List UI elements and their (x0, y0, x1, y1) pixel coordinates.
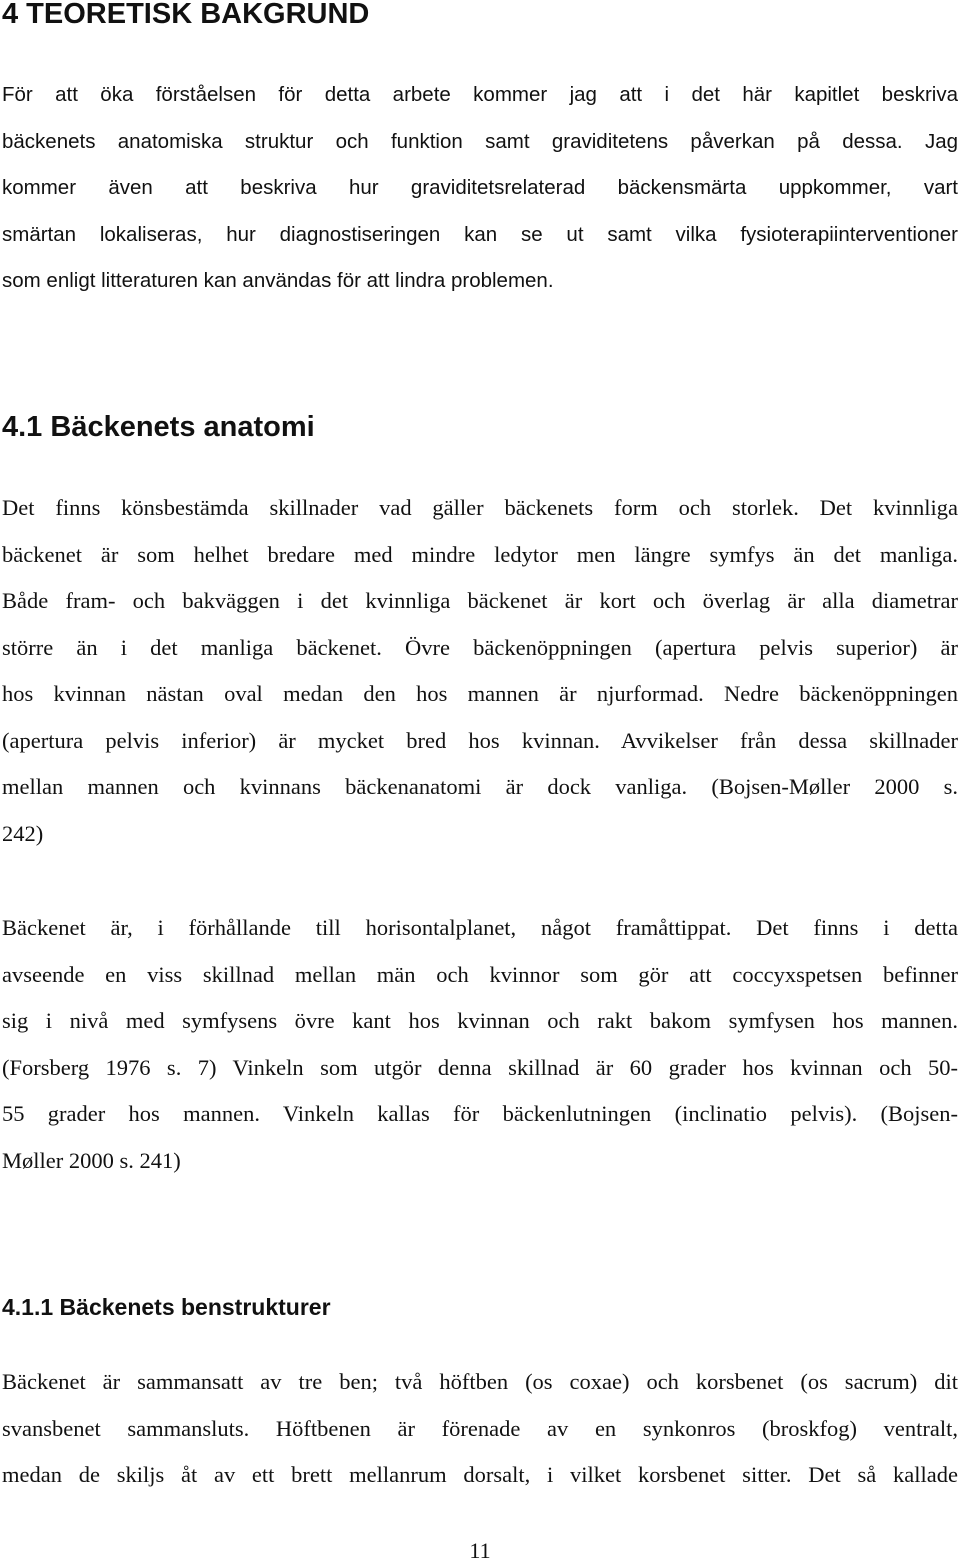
text-line: Bäckenet är, i förhållande till horisontalplanet, något framåttippat. Det finns i detta (2, 915, 958, 940)
text-line: som enligt litteraturen kan användas för att lindra problemen. (2, 269, 554, 292)
text-line: (apertura pelvis inferior) är mycket bred hos kvinnan. Avvikelser från dessa skillnader (2, 727, 958, 753)
intro-paragraph (2, 72, 958, 305)
text-line: Det finns könsbestämda skillnader vad gäller bäckenets form och storlek. Det kvinnliga (2, 495, 958, 520)
text-line: (Forsberg 1976 s. 7) Vinkeln som utgör denna skillnad är 60 grader hos kvinnan och 50- (2, 1054, 958, 1080)
text-line: 55 grader hos mannen. Vinkeln kallas för bäckenlutningen (inclinatio pelvis). (Bojsen- (2, 1101, 958, 1126)
bones-paragraph (2, 1359, 958, 1499)
text-line: större än i det manliga bäckenet. Övre bäckenöppningen (apertura pelvis superior) är (2, 634, 958, 660)
text-line: hos kvinnan nästan oval medan den hos mannen är njurformad. Nedre bäckenöppningen (2, 681, 958, 706)
chapter-heading: 4 TEORETISK BAKGRUND (2, 0, 370, 30)
text-line: 242) (2, 820, 44, 846)
text-line: avseende en viss skillnad mellan män och kvinnor som gör att coccyxspetsen befinner (2, 961, 958, 987)
section-heading: 4.1 Bäckenets anatomi (2, 411, 315, 443)
text-line: bäckenet är som helhet bredare med mindre ledytor men längre symfys än det manliga. (2, 541, 958, 567)
page-number: 11 (469, 1538, 491, 1563)
text-line: sig i nivå med symfysens övre kant hos kvinnan och rakt bakom symfysen hos mannen. (2, 1008, 958, 1033)
text-line: Både fram- och bakväggen i det kvinnliga bäckenet är kort och överlag är alla diametrar (2, 588, 958, 613)
anatomy-paragraph-1 (2, 485, 958, 857)
text-line: mellan mannen och kvinnans bäckenanatomi är dock vanliga. (Bojsen-Møller 2000 s. (2, 774, 958, 799)
text-line: smärtan lokaliseras, hur diagnostiseringen kan se ut samt vilka fysioterapiinterventioner (2, 222, 958, 246)
text-line: Møller 2000 s. 241) (2, 1147, 181, 1173)
text-line: Bäckenet är sammansatt av tre ben; två höftben (os coxae) och korsbenet (os sacrum) dit (2, 1369, 958, 1394)
text-line: svansbenet sammansluts. Höftbenen är förenade av en synkonros (broskfog) ventralt, (2, 1415, 958, 1441)
text-line: kommer även att beskriva hur graviditetsrelaterad bäckensmärta uppkommer, vart (2, 176, 958, 199)
text-line: medan de skiljs åt av ett brett mellanrum dorsalt, i vilket korsbenet sitter. Det så kallade (2, 1462, 958, 1487)
text-line: För att öka förståelsen för detta arbete kommer jag att i det här kapitlet beskriva (2, 83, 958, 106)
subsection-heading: 4.1.1 Bäckenets benstrukturer (2, 1294, 331, 1320)
text-line: bäckenets anatomiska struktur och funktion samt graviditetens påverkan på dessa. Jag (2, 129, 958, 153)
anatomy-paragraph-2 (2, 905, 958, 1184)
